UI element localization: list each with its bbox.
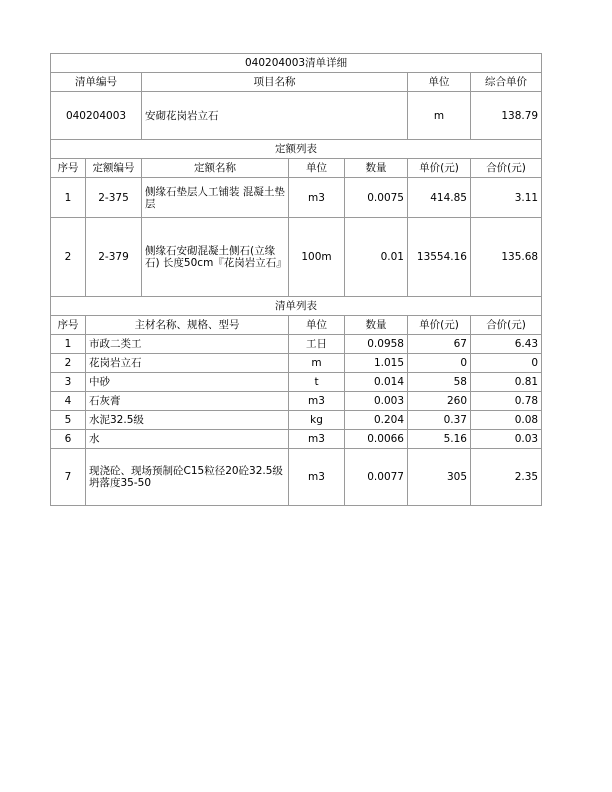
material-row-price: 260 <box>408 392 471 411</box>
material-row-unit: t <box>289 373 345 392</box>
material-row-qty: 1.015 <box>345 354 408 373</box>
material-qty-header: 数量 <box>345 316 408 335</box>
quota-row-name: 侧缘石垫层人工铺装 混凝土垫层 <box>142 178 289 218</box>
material-row-total: 0 <box>471 354 542 373</box>
material-row-price: 5.16 <box>408 430 471 449</box>
quota-row-qty: 0.0075 <box>345 178 408 218</box>
material-header-row <box>51 316 542 335</box>
material-row-no: 5 <box>51 411 86 430</box>
table-title: 040204003清单详细 <box>51 54 542 73</box>
material-row-no: 2 <box>51 354 86 373</box>
list-name-header: 项目名称 <box>142 73 408 92</box>
material-row <box>51 373 542 392</box>
material-no-header: 序号 <box>51 316 86 335</box>
list-item-unit-price: 138.79 <box>471 92 542 140</box>
quota-name-header: 定额名称 <box>142 159 289 178</box>
list-item-name: 安砌花岗岩立石 <box>142 92 408 140</box>
material-row-name: 市政二类工 <box>86 335 289 354</box>
quota-code-header: 定额编号 <box>86 159 142 178</box>
quota-row-name: 侧缘石安砌混凝土侧石(立缘石) 长度50cm『花岗岩立石』 <box>142 218 289 297</box>
material-row-unit: m <box>289 354 345 373</box>
quota-row <box>51 178 542 218</box>
list-item-row <box>51 92 542 140</box>
material-unit-header: 单位 <box>289 316 345 335</box>
material-name-header: 主材名称、规格、型号 <box>86 316 289 335</box>
list-unit-price-header: 综合单价 <box>471 73 542 92</box>
material-row-name: 花岗岩立石 <box>86 354 289 373</box>
title-row <box>51 54 542 73</box>
quota-section-title-row <box>51 140 542 159</box>
list-item-unit: m <box>408 92 471 140</box>
material-row-name: 现浇砼、现场预制砼C15粒径20砼32.5级坍落度35-50 <box>86 449 289 506</box>
material-row-no: 6 <box>51 430 86 449</box>
quota-price-header: 单价(元) <box>408 159 471 178</box>
list-item-code: 040204003 <box>51 92 142 140</box>
quota-row-total: 3.11 <box>471 178 542 218</box>
material-row <box>51 335 542 354</box>
material-row-price: 67 <box>408 335 471 354</box>
material-row-unit: m3 <box>289 449 345 506</box>
quota-row-price: 414.85 <box>408 178 471 218</box>
quota-row-no: 1 <box>51 178 86 218</box>
quota-row-no: 2 <box>51 218 86 297</box>
material-row-name: 水泥32.5级 <box>86 411 289 430</box>
quota-row <box>51 218 542 297</box>
quota-no-header: 序号 <box>51 159 86 178</box>
material-row-total: 6.43 <box>471 335 542 354</box>
material-row-no: 7 <box>51 449 86 506</box>
material-row-qty: 0.0958 <box>345 335 408 354</box>
material-price-header: 单价(元) <box>408 316 471 335</box>
list-header-row <box>51 73 542 92</box>
material-section-title: 清单列表 <box>51 297 542 316</box>
material-section-title-row <box>51 297 542 316</box>
quota-row-qty: 0.01 <box>345 218 408 297</box>
material-row-qty: 0.204 <box>345 411 408 430</box>
quota-row-total: 135.68 <box>471 218 542 297</box>
quota-row-code: 2-379 <box>86 218 142 297</box>
material-row-total: 0.03 <box>471 430 542 449</box>
quota-row-unit: 100m <box>289 218 345 297</box>
list-code-header: 清单编号 <box>51 73 142 92</box>
material-row-no: 4 <box>51 392 86 411</box>
material-row-unit: m3 <box>289 430 345 449</box>
material-row-no: 3 <box>51 373 86 392</box>
material-row-price: 0.37 <box>408 411 471 430</box>
material-row-qty: 0.0077 <box>345 449 408 506</box>
material-total-header: 合价(元) <box>471 316 542 335</box>
list-unit-header: 单位 <box>408 73 471 92</box>
quota-row-price: 13554.16 <box>408 218 471 297</box>
quota-qty-header: 数量 <box>345 159 408 178</box>
material-row-qty: 0.014 <box>345 373 408 392</box>
bill-detail-table <box>50 53 542 506</box>
material-row-price: 305 <box>408 449 471 506</box>
material-row-unit: m3 <box>289 392 345 411</box>
material-row-unit: 工日 <box>289 335 345 354</box>
material-row-total: 0.08 <box>471 411 542 430</box>
material-row-total: 2.35 <box>471 449 542 506</box>
material-row <box>51 354 542 373</box>
material-row <box>51 392 542 411</box>
material-row-name: 石灰膏 <box>86 392 289 411</box>
material-row-unit: kg <box>289 411 345 430</box>
material-row-total: 0.78 <box>471 392 542 411</box>
quota-row-unit: m3 <box>289 178 345 218</box>
quota-section-title: 定额列表 <box>51 140 542 159</box>
material-row-qty: 0.003 <box>345 392 408 411</box>
material-row-total: 0.81 <box>471 373 542 392</box>
quota-unit-header: 单位 <box>289 159 345 178</box>
material-row-price: 58 <box>408 373 471 392</box>
material-row <box>51 449 542 506</box>
material-row <box>51 430 542 449</box>
material-row-name: 中砂 <box>86 373 289 392</box>
material-row <box>51 411 542 430</box>
quota-row-code: 2-375 <box>86 178 142 218</box>
quota-header-row <box>51 159 542 178</box>
material-row-no: 1 <box>51 335 86 354</box>
quota-total-header: 合价(元) <box>471 159 542 178</box>
material-row-price: 0 <box>408 354 471 373</box>
material-row-qty: 0.0066 <box>345 430 408 449</box>
material-row-name: 水 <box>86 430 289 449</box>
